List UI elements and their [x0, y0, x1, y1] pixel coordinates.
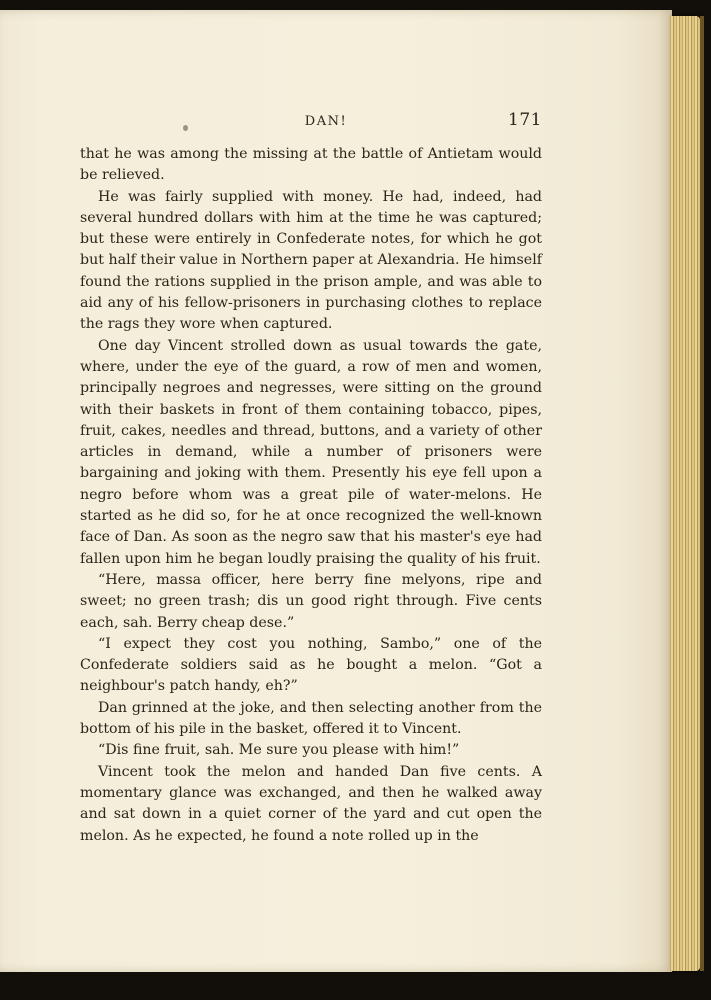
paragraph-continuation: that he was among the missing at the battle of Antietam would be relieved.	[80, 146, 542, 184]
paragraph: “I expect they cost you nothing, Sambo,” one of the Confederate soldiers said as he bought a melon. “Got a neighbour's patch handy, eh?”	[80, 635, 542, 695]
paragraph: “Dis fine fruit, sah. Me sure you please with him!”	[98, 742, 460, 759]
paragraph: He was fairly supplied with money. He had, indeed, had several hundred dollars with him at the time he was captured; but these were entirely in Confederate notes, for which he got but half their value in Northern paper at Alexandria. He himself found the rations supplied in the prison ample, and was able to aid any of his fellow-prisoners in purchasing clothes to replace the rags they wore when captured.	[80, 188, 542, 333]
ink-speck	[183, 125, 188, 131]
body-text	[80, 144, 542, 847]
paragraph: Dan grinned at the joke, and then selecting another from the bottom of his pile in the basket, offered it to Vincent.	[80, 699, 542, 738]
paragraph: One day Vincent strolled down as usual towards the gate, where, under the eye of the guard, a row of men and women, principally negroes and negresses, were sitting on the ground with their baskets in front of them containing tobacco, pipes, fruit, cakes, needles and thread, buttons, and a variety of other articles in demand, while a number of prisoners were bargaining and joking with them. Presently his eye fell upon a negro before whom was a great pile of water-melons. He started as he did so, for he at once recognized the well-known face of Dan. As soon as the negro saw that his master's eye had fallen upon him he began loudly praising the quality of his fruit.	[80, 337, 542, 567]
page-edges	[670, 16, 700, 971]
page-number: 171	[508, 110, 542, 130]
paragraph: “Here, massa officer, here berry fine melyons, ripe and sweet; no green trash; dis un good right through. Five cents each, sah. Berry cheap dese.”	[80, 571, 542, 631]
page-header	[80, 104, 542, 134]
paragraph: Vincent took the melon and handed Dan five cents. A momentary glance was exchanged, and then he walked away and sat down in a quiet corner of the yard and cut open the melon. As he expected, he found a note rolled up in the	[80, 763, 542, 844]
running-head: DAN!	[304, 114, 348, 129]
